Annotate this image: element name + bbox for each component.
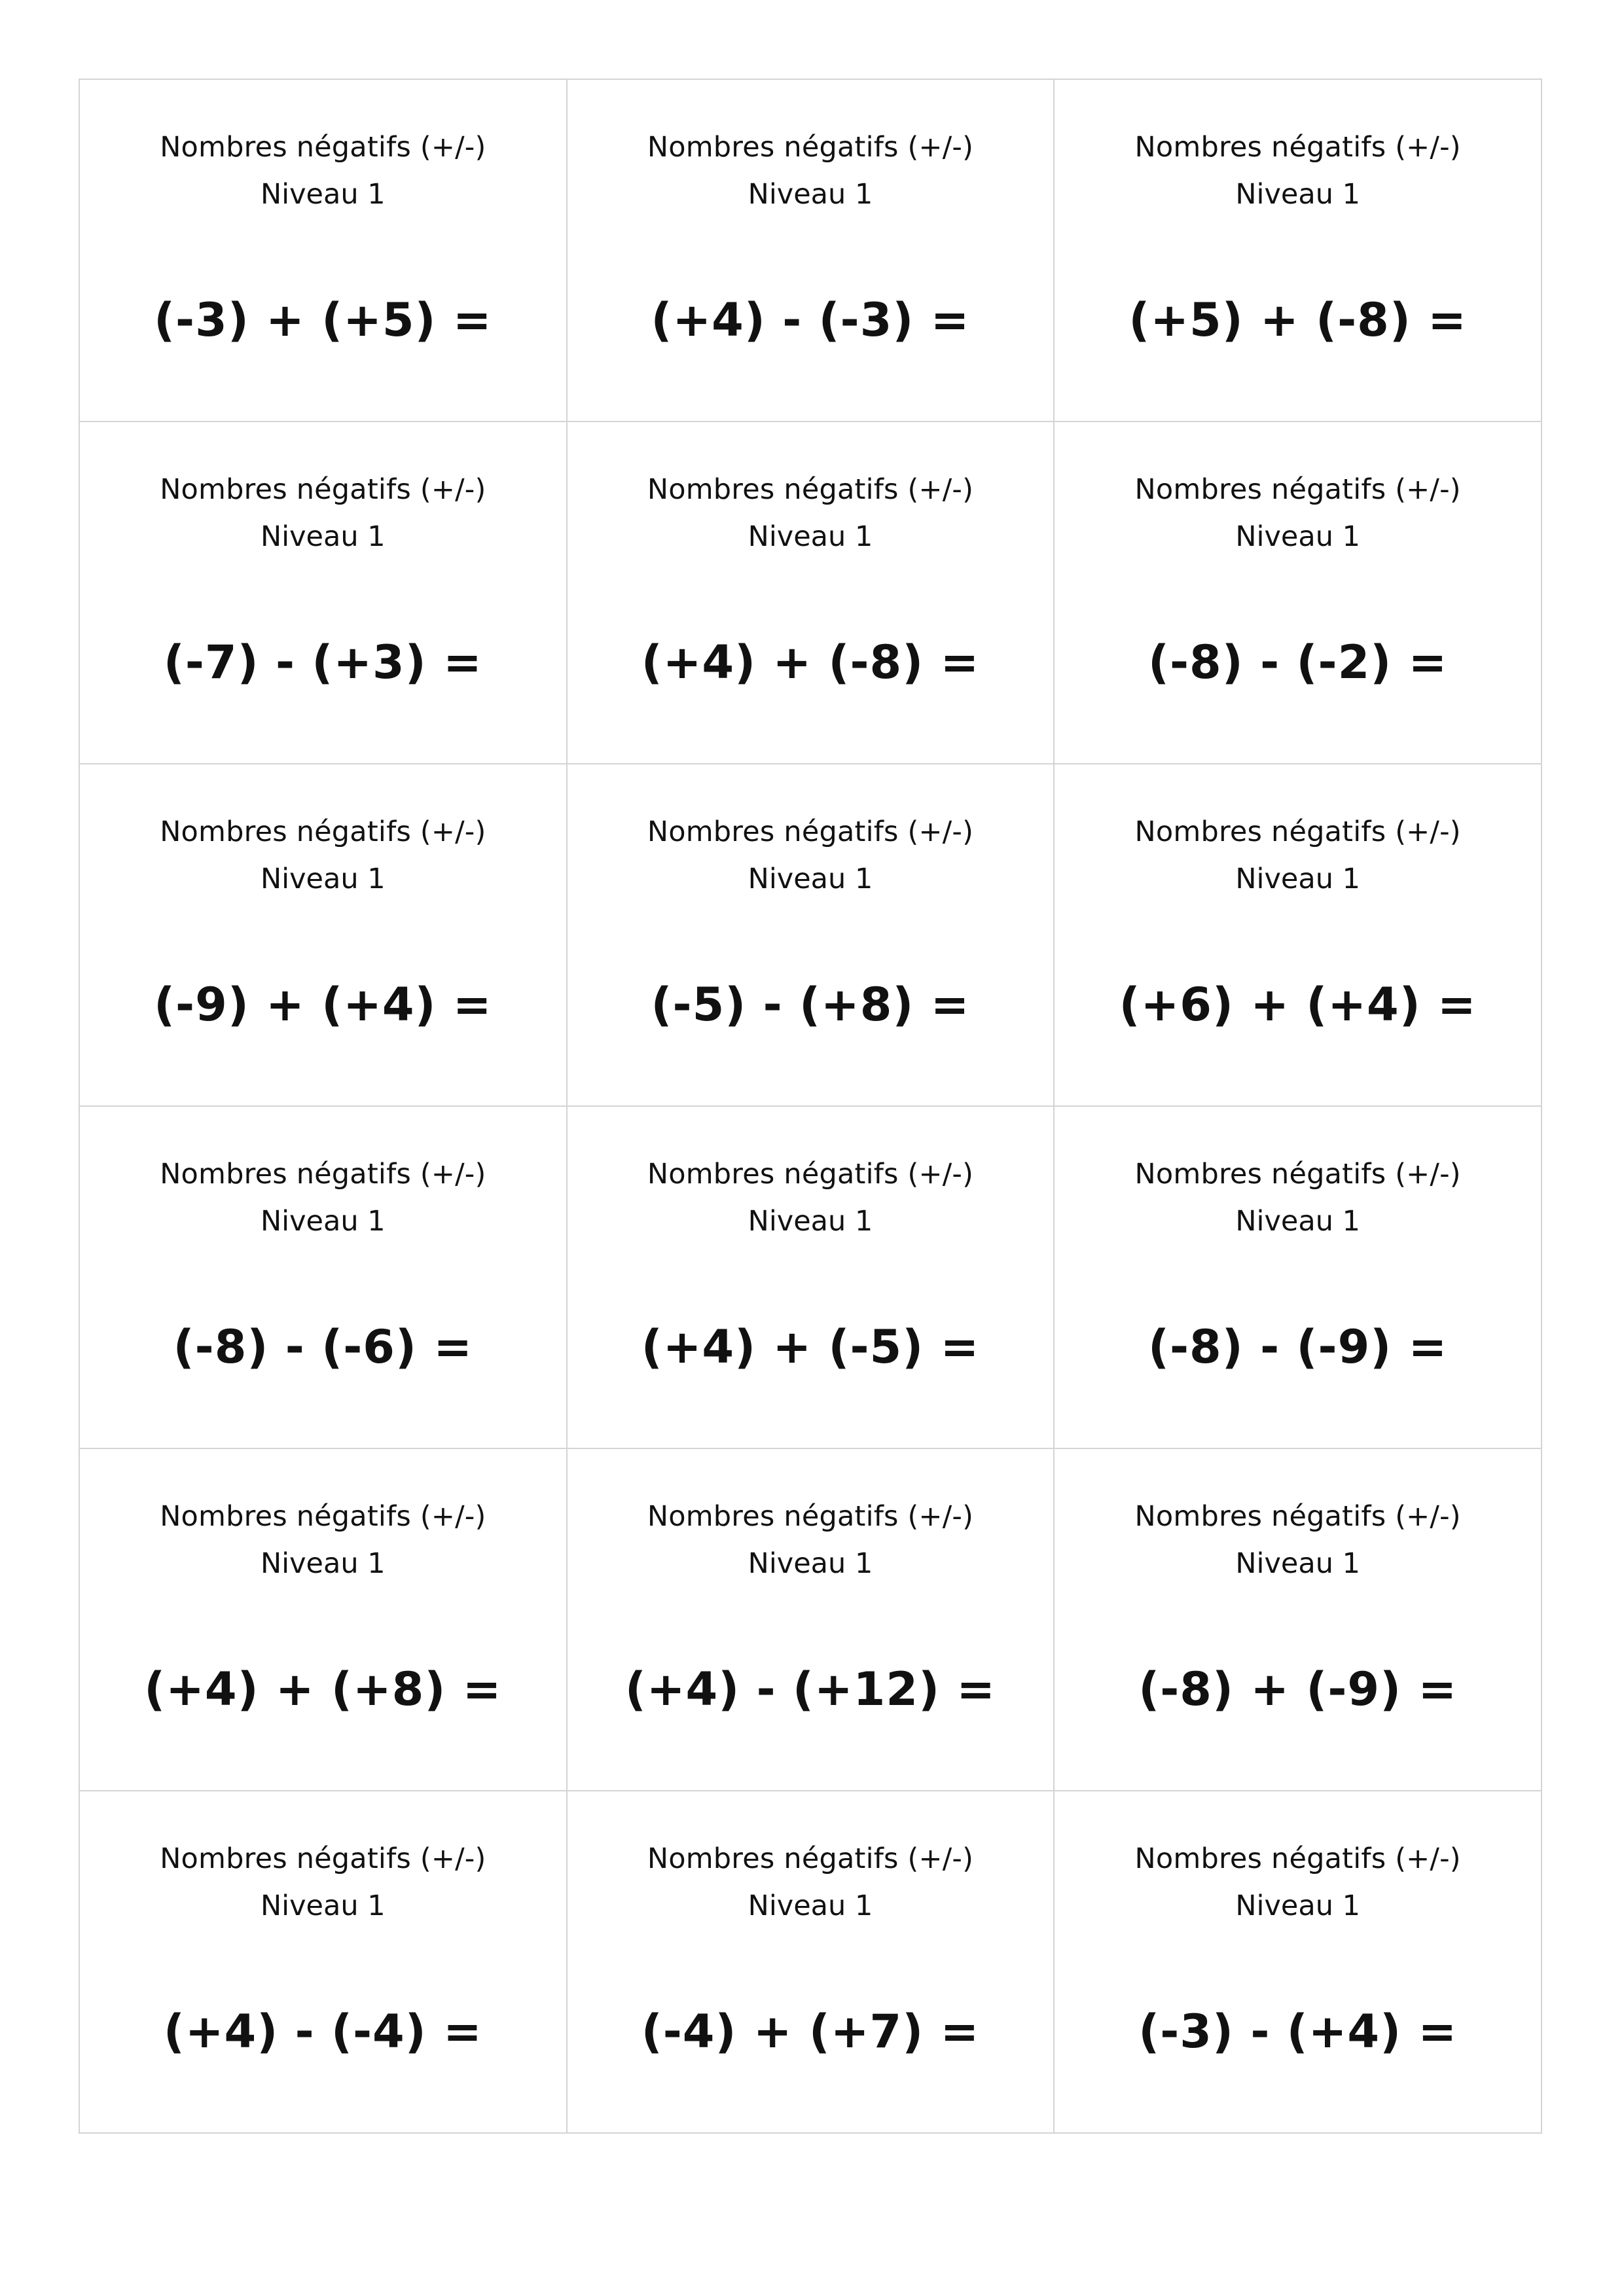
card-expression: (-8) - (-9) = [1148, 1320, 1448, 1374]
card-expression: (-8) - (-6) = [173, 1320, 473, 1374]
card-expression: (-4) + (+7) = [641, 2005, 980, 2058]
card-level: Niveau 1 [261, 1890, 386, 1922]
exercise-card [80, 422, 568, 764]
exercise-card [568, 422, 1055, 764]
card-title: Nombres négatifs (+/-) [160, 131, 486, 164]
card-expression: (+4) + (-8) = [641, 636, 980, 689]
card-title: Nombres négatifs (+/-) [160, 473, 486, 506]
exercise-card [80, 764, 568, 1107]
card-title: Nombres négatifs (+/-) [1134, 473, 1461, 506]
card-title: Nombres négatifs (+/-) [647, 1158, 974, 1191]
exercise-card [568, 1449, 1055, 1791]
exercise-card [80, 1449, 568, 1791]
card-level: Niveau 1 [748, 1547, 873, 1580]
card-level: Niveau 1 [748, 520, 873, 553]
card-level: Niveau 1 [261, 178, 386, 211]
card-title: Nombres négatifs (+/-) [1134, 1842, 1461, 1875]
card-expression: (+4) + (-5) = [641, 1320, 980, 1374]
exercise-card [1055, 1107, 1542, 1449]
card-expression: (-3) - (+4) = [1138, 2005, 1458, 2058]
card-title: Nombres négatifs (+/-) [647, 816, 974, 848]
card-expression: (-3) + (+5) = [154, 293, 492, 347]
card-title: Nombres négatifs (+/-) [160, 816, 486, 848]
card-title: Nombres négatifs (+/-) [1134, 1158, 1461, 1191]
card-level: Niveau 1 [748, 1890, 873, 1922]
card-level: Niveau 1 [1235, 1890, 1360, 1922]
exercise-card [568, 1107, 1055, 1449]
exercise-card [80, 80, 568, 422]
card-expression: (+4) + (+8) = [144, 1662, 502, 1716]
exercise-card [1055, 1791, 1542, 2134]
card-expression: (-5) - (+8) = [651, 978, 970, 1031]
card-title: Nombres négatifs (+/-) [1134, 1500, 1461, 1533]
card-expression: (+4) - (+12) = [624, 1662, 996, 1716]
card-sheet [79, 79, 1542, 2134]
exercise-card [568, 764, 1055, 1107]
exercise-card [80, 1791, 568, 2134]
card-expression: (+5) + (-8) = [1128, 293, 1467, 347]
card-title: Nombres négatifs (+/-) [647, 1500, 974, 1533]
card-title: Nombres négatifs (+/-) [1134, 131, 1461, 164]
card-title: Nombres négatifs (+/-) [160, 1842, 486, 1875]
card-level: Niveau 1 [1235, 520, 1360, 553]
card-expression: (+4) - (-4) = [163, 2005, 482, 2058]
card-level: Niveau 1 [261, 1547, 386, 1580]
card-expression: (-9) + (+4) = [154, 978, 492, 1031]
card-level: Niveau 1 [261, 520, 386, 553]
card-title: Nombres négatifs (+/-) [647, 131, 974, 164]
card-level: Niveau 1 [1235, 178, 1360, 211]
exercise-card [80, 1107, 568, 1449]
card-expression: (-7) - (+3) = [163, 636, 482, 689]
exercise-card [568, 80, 1055, 422]
card-level: Niveau 1 [748, 863, 873, 895]
card-level: Niveau 1 [748, 178, 873, 211]
card-title: Nombres négatifs (+/-) [647, 473, 974, 506]
card-level: Niveau 1 [1235, 863, 1360, 895]
card-expression: (+6) + (+4) = [1119, 978, 1477, 1031]
card-level: Niveau 1 [748, 1205, 873, 1238]
card-level: Niveau 1 [1235, 1205, 1360, 1238]
card-title: Nombres négatifs (+/-) [647, 1842, 974, 1875]
exercise-card [1055, 1449, 1542, 1791]
card-title: Nombres négatifs (+/-) [1134, 816, 1461, 848]
exercise-card [1055, 80, 1542, 422]
card-title: Nombres négatifs (+/-) [160, 1500, 486, 1533]
card-title: Nombres négatifs (+/-) [160, 1158, 486, 1191]
card-level: Niveau 1 [1235, 1547, 1360, 1580]
card-expression: (-8) - (-2) = [1148, 636, 1448, 689]
card-expression: (+4) - (-3) = [651, 293, 970, 347]
exercise-card [1055, 764, 1542, 1107]
card-level: Niveau 1 [261, 1205, 386, 1238]
card-level: Niveau 1 [261, 863, 386, 895]
exercise-card [1055, 422, 1542, 764]
exercise-card [568, 1791, 1055, 2134]
card-expression: (-8) + (-9) = [1138, 1662, 1458, 1716]
